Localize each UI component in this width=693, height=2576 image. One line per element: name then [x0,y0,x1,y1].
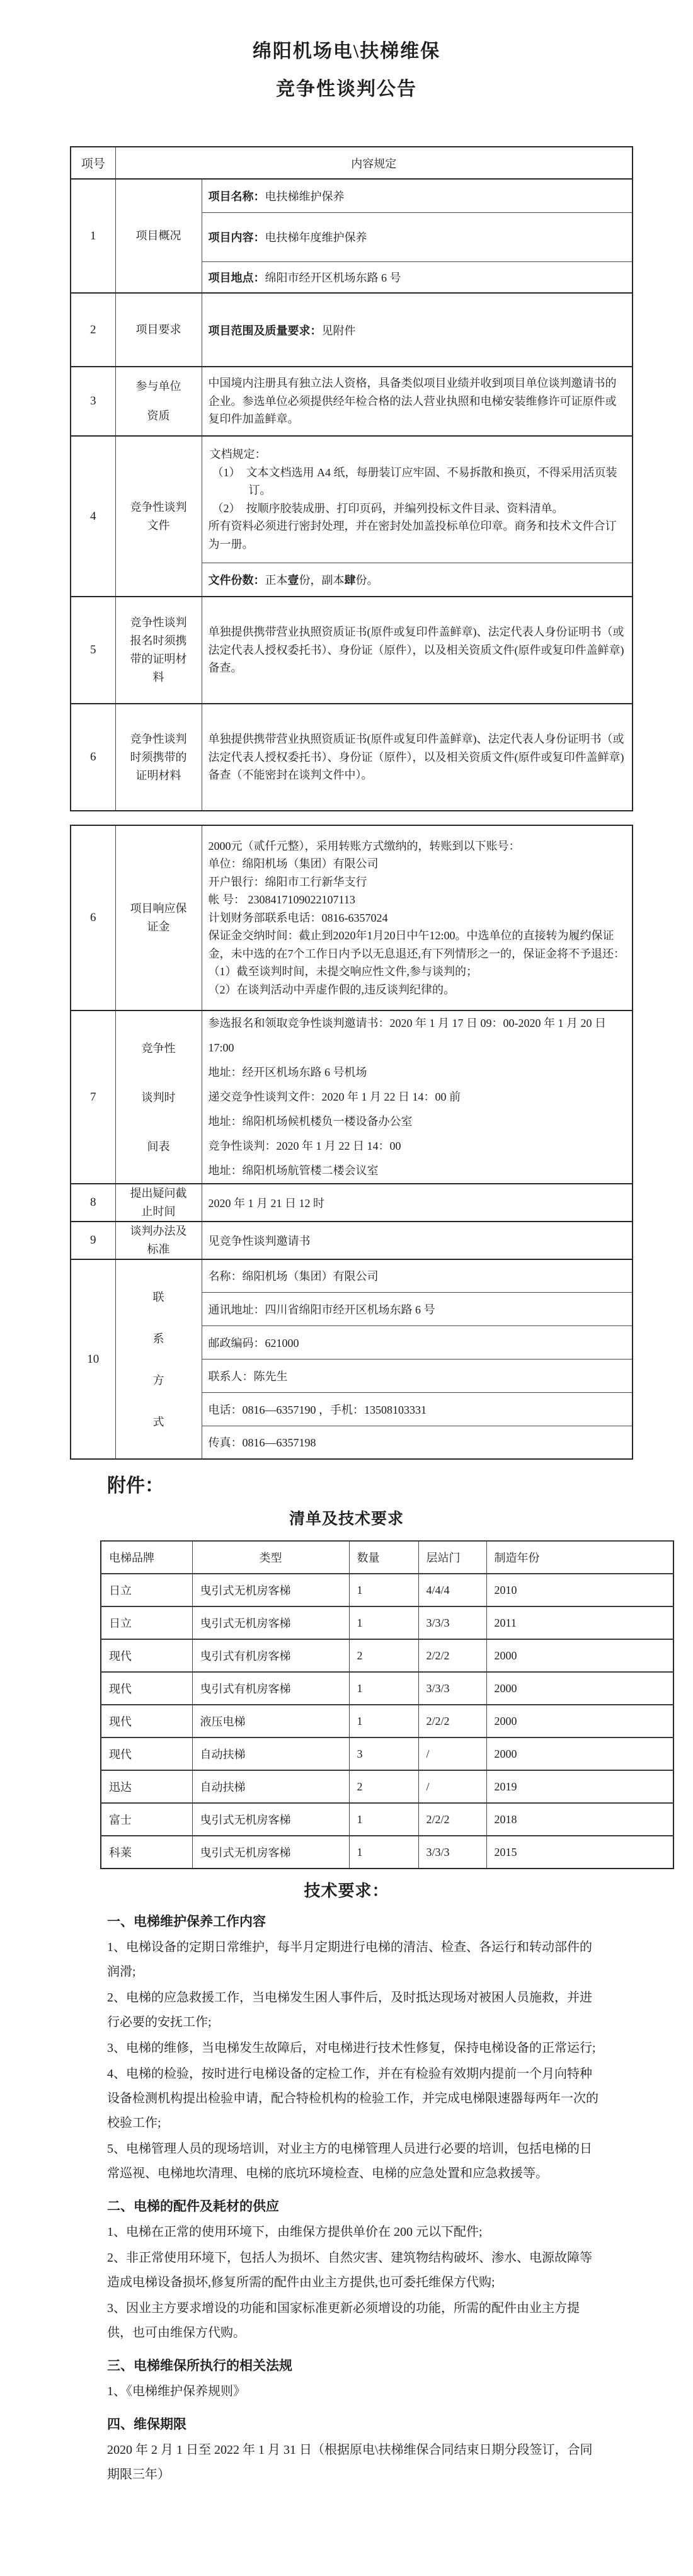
elevator-header-year: 制造年份 [486,1541,673,1574]
category-line: 文件 [147,518,170,532]
elevator-table-cell: 2/2/2 [418,1639,486,1672]
qualification-cell: 中国境内注册具有独立法人资格，具备类似项目业绩并收到项目单位谈判邀请书的企业。参选单位必须提供经年检合格的法人营业执照和电梯安装维修许可证原件或复印件加盖鲜章。 [202,367,633,436]
tech-paragraph: 3、因业主方要求增设的功能和国家标准更新必须增设的功能，所需的配件由业主方提供，也可由维保方代购。 [107,2301,580,2340]
contact-name-cell: 名称：绵阳机场（集团）有限公司 [202,1259,633,1292]
row9-no: 9 [71,1222,115,1259]
project-location-cell [202,261,633,293]
elevator-table-cell: 2/2/2 [418,1705,486,1737]
attachment-subtitle: 清单及技术要求 [289,1511,404,1528]
elevator-table-cell: 1 [349,1803,418,1836]
elevator-table-cell: 2000 [486,1639,673,1672]
elevator-table-cell: 2 [349,1770,418,1803]
row1-no: 1 [71,179,115,293]
elevator-table-cell: 2000 [486,1705,673,1737]
tech-requirements-title: 技术要求： [304,1882,389,1900]
elevator-table-cell: 日立 [101,1574,192,1606]
row8-no: 8 [71,1184,115,1222]
row6b-category [115,825,202,1010]
row7-no: 7 [71,1010,115,1184]
elevator-table-cell: 1 [349,1672,418,1705]
row6-no: 6 [71,704,115,811]
category-line: 时须携带的 [130,750,187,764]
schedule-line: 地址：经开区机场东路 6 号机场 [208,1066,367,1079]
category-line: 料 [152,671,164,684]
project-content-label: 项目内容： [208,231,265,244]
elevator-header-stops: 层站门 [418,1541,486,1574]
category-char: 系 [152,1332,164,1345]
category-line: 竞争性谈判 [130,616,187,629]
tech-section-heading: 三、电梯维保所执行的相关法规 [107,2358,292,2373]
elevator-table-header-row [101,1541,673,1574]
elevator-table-cell: 曳引式无机房客梯 [192,1606,349,1639]
deposit-line: 开户银行：绵阳市工行新华支行 [208,875,367,888]
elevator-table-cell: 曳引式无机房客梯 [192,1803,349,1836]
negotiation-materials-cell: 单独提供携带营业执照资质证书(原件或复印件盖鲜章)、法定代表人身份证明书（或法定代表人授权委托书）、身份证（原件），以及相关资质文件(原件或复印件盖鲜章)备查（不能密封在谈判文件中）。 [202,704,633,811]
row6b-no: 6 [71,825,115,1010]
table-row [71,179,633,212]
category-line: 参与单位 [135,380,181,392]
category-line: 报名时须携 [130,634,187,647]
row5-no: 5 [71,597,115,704]
row10-category [115,1259,202,1459]
tech-paragraph: 2020 年 2 月 1 日至 2022 年 1 月 31 日（根据原电\扶梯维保合同结束日期分段签订，合同期限三年） [107,2443,593,2482]
document-title-line2: 竞争性谈判公告 [276,79,417,100]
document-rules-title: 文档规定： [209,448,266,461]
elevator-table-cell: 2010 [486,1574,673,1606]
copies-cell [202,563,633,597]
contact-address-cell: 通讯地址：四川省绵阳市经开区机场东路 6 号 [202,1292,633,1325]
document-rules-tail: 所有资料必须进行密封处理，并在密封处加盖投标单位印章。商务和技术文件合订为一册。 [208,520,617,551]
text-segment: 壹 [287,573,299,587]
category-line: 谈判办法及 [130,1225,187,1237]
project-scope-value: 见附件 [321,324,356,337]
elevator-table-cell: 2018 [486,1803,673,1836]
category-line: 竞争性谈判 [130,500,187,513]
schedule-line: 参选报名和领取竞争性谈判邀请书：2020 年 1 月 17 日 09：00-2020 年 1 月 20 日 17:00 [208,1017,606,1054]
elevator-table-cell: / [418,1770,486,1803]
schedule-line: 竞争性谈判：2020 年 1 月 22 日 14：00 [208,1140,401,1152]
deposit-line: 保证金交纳时间：截止到2020年1月20日中午12:00。中选单位的直接转为履约保证金，未中选的在7个工作日内予以无息退还,有下列情形之一的，保证金将不予退还： [208,929,625,960]
text-segment: 正本 [265,573,288,587]
deposit-line: 单位：绵阳机场（集团）有限公司 [208,857,379,871]
elevator-table-cell: 2000 [486,1672,673,1705]
elevator-table-row [101,1770,673,1803]
row4-no: 4 [71,436,115,597]
elevator-table-cell: 2000 [486,1737,673,1770]
text-segment: 文件份数： [208,573,265,587]
table-row [71,825,633,1010]
category-line: 证明材料 [135,769,181,782]
table-row [71,1259,633,1292]
category-line: 证金 [147,920,170,933]
tech-requirements-body [107,1909,598,2487]
category-line: 标准 [147,1243,170,1256]
table-row [71,597,633,704]
tech-section-heading: 四、维保期限 [107,2417,186,2432]
tech-paragraph: 1、《电梯维护保养规则》 [107,2384,246,2398]
category-line: 资质 [147,409,170,422]
project-scope-label: 项目范围及质量要求： [208,324,322,337]
tech-paragraph: 5、电梯管理人员的现场培训，对业主方的电梯管理人员进行必要的培训，包括电梯的日常巡视、电梯地坎清理、电梯的底坑环境检查、电梯的应急处置和应急救援等。 [107,2142,592,2180]
schedule-line: 地址：绵阳机场候机楼负一楼设备办公室 [208,1115,413,1128]
text-segment: 份。 [355,573,379,587]
table-row [71,1010,633,1184]
header-item-no: 项号 [71,147,115,179]
elevator-table-cell: 现代 [101,1737,192,1770]
elevator-header-qty: 数量 [349,1541,418,1574]
elevator-table-cell: 曳引式有机房客梯 [192,1639,349,1672]
elevator-table-row [101,1574,673,1606]
row3-category [115,367,202,436]
row5-category [115,597,202,704]
schedule-line: 递交竞争性谈判文件：2020 年 1 月 22 日 14：00 前 [208,1091,461,1103]
question-deadline-cell: 2020 年 1 月 21 日 12 时 [202,1184,633,1222]
tech-section-heading: 二、电梯的配件及耗材的供应 [107,2199,279,2214]
announcement-table-2 [70,825,633,1460]
contact-postcode-cell: 邮政编码：621000 [202,1325,633,1359]
elevator-table-row [101,1606,673,1639]
elevator-table-cell: 迅达 [101,1770,192,1803]
schedule-cell [202,1010,633,1184]
row4-category [115,436,202,597]
project-name-value: 电扶梯维护保养 [265,190,345,203]
document-rule-1: （1） 文本文档选用 A4 纸，每册装订应牢固、不易拆散和换页，不得采用活页装订。 [212,466,617,497]
announcement-table-1 [70,146,633,811]
schedule-line: 地址：绵阳机场航管楼二楼会议室 [208,1164,379,1177]
document-title-line1: 绵阳机场电\扶梯维保 [252,41,441,62]
elevator-table-cell: 曳引式有机房客梯 [192,1672,349,1705]
project-content-value: 电扶梯年度维护保养 [265,231,367,244]
elevator-table-cell: 2015 [486,1836,673,1869]
elevator-table-cell: 1 [349,1836,418,1869]
signup-materials-cell: 单独提供携带营业执照资质证书(原件或复印件盖鲜章)、法定代表人身份证明书（或法定代表人授权委托书）、身份证（原件），以及相关资质文件(原件或复印件盖鲜章)备查。 [202,597,633,704]
row8-category [115,1184,202,1222]
elevator-table-cell: 日立 [101,1606,192,1639]
row9-category [115,1222,202,1259]
elevator-table-cell: 曳引式无机房客梯 [192,1574,349,1606]
table-row [71,436,633,563]
elevator-table-row [101,1672,673,1705]
contact-phone-cell: 电话：0816—6357190 ，手机：13508103331 [202,1392,633,1426]
elevator-table-cell: 4/4/4 [418,1574,486,1606]
row2-category: 项目要求 [115,293,202,367]
attachment-heading: 附件： [107,1475,164,1496]
table-header-row [71,147,633,179]
deposit-line: 计划财务部联系电话：0816-6357024 [208,911,388,924]
category-line: 竞争性 [141,1041,176,1055]
table-row [71,1222,633,1259]
deposit-cell [202,825,633,1010]
tech-section-heading: 一、电梯维护保养工作内容 [107,1914,266,1929]
elevator-table-cell: 1 [349,1705,418,1737]
category-line: 带的证明材 [130,653,187,665]
category-line: 竞争性谈判 [130,732,187,745]
elevator-table-cell: 1 [349,1574,418,1606]
row10-no: 10 [71,1259,115,1459]
elevator-header-brand: 电梯品牌 [101,1541,192,1574]
category-line: 间表 [147,1140,170,1153]
tech-paragraph: 2、非正常使用环境下，包括人为损坏、自然灾害、建筑物结构破坏、渗水、电源故障等造成电梯设备损坏,修复所需的配件由业主方提供,也可委托维保方代购; [107,2251,592,2289]
elevator-table-cell: / [418,1737,486,1770]
contact-fax-cell: 传真：0816—6357198 [202,1426,633,1459]
category-line: 项目响应保 [130,902,187,915]
row2-no: 2 [71,293,115,367]
elevator-table-cell: 曳引式无机房客梯 [192,1836,349,1869]
deposit-line: 2000元（贰仟元整），采用转账方式缴纳的，转账到以下账号： [208,839,520,852]
elevator-table-cell: 2 [349,1639,418,1672]
header-content: 内容规定 [115,147,633,179]
row3-no: 3 [71,367,115,436]
tech-paragraph: 1、电梯在正常的使用环境下，由维保方提供单价在 200 元以下配件; [107,2225,483,2239]
elevator-table-cell: 自动扶梯 [192,1770,349,1803]
elevator-table-cell: 3 [349,1737,418,1770]
deposit-line: 帐 号： 2308417109022107113 [208,893,355,907]
elevator-header-type: 类型 [192,1541,349,1574]
category-char: 联 [152,1290,164,1303]
elevator-table-cell: 2019 [486,1770,673,1803]
deposit-line: （1）截至谈判时间，未提交响应性文件,参与谈判的； [208,965,478,978]
elevator-table-cell: 液压电梯 [192,1705,349,1737]
table-row [71,367,633,436]
elevator-table-cell: 富士 [101,1803,192,1836]
elevator-table-cell: 科莱 [101,1836,192,1869]
elevator-table-cell: 自动扶梯 [192,1737,349,1770]
elevator-table-cell: 1 [349,1606,418,1639]
project-content-cell [202,212,633,261]
tech-paragraph: 4、电梯的检验，按时进行电梯设备的定检工作，并在有检验有效期内提前一个月向特种设备检测机构提出检验申请，配合特检机构的检验工作，并完成电梯限速器每两年一次的校验工作; [107,2067,598,2130]
category-line: 止时间 [141,1205,176,1218]
elevator-list-table [100,1540,674,1869]
project-location-label: 项目地点： [208,271,265,284]
document-rule-2: （2） 按顺序胶装成册、打印页码，并编列投标文件目录、资料清单。 [212,501,564,515]
table-row [71,1184,633,1222]
tech-paragraph: 3、电梯的维修，当电梯发生故障后，对电梯进行技术性修复，保持电梯设备的正常运行; [107,2041,596,2055]
project-scope-cell [202,293,633,367]
text-segment: 份，副本 [299,573,345,587]
category-line: 谈判时 [141,1091,176,1104]
project-name-cell [202,179,633,212]
category-char: 式 [152,1415,164,1428]
elevator-table-cell: 现代 [101,1672,192,1705]
table-row [71,704,633,811]
document-title [0,33,693,108]
project-location-value: 绵阳市经开区机场东路 6 号 [265,271,401,284]
elevator-table-row [101,1705,673,1737]
elevator-table-cell: 2011 [486,1606,673,1639]
table-gap [0,811,693,825]
category-char: 方 [152,1373,164,1387]
category-line: 提出疑问截 [130,1187,187,1199]
elevator-table-row [101,1639,673,1672]
elevator-table-cell: 现代 [101,1639,192,1672]
deposit-line: （2）在谈判活动中弄虚作假的,违反谈判纪律的。 [208,983,455,996]
elevator-table-row [101,1737,673,1770]
method-standard-cell: 见竞争性谈判邀请书 [202,1222,633,1259]
text-segment: 肆 [344,573,356,587]
elevator-table-cell: 3/3/3 [418,1672,486,1705]
document-rules-cell [202,436,633,563]
tech-paragraph: 2、电梯的应急救援工作，当电梯发生困人事件后，及时抵达现场对被困人员施救，并进行必要的安抚工作; [107,1991,592,2029]
project-name-label: 项目名称： [208,190,265,203]
table-row [71,293,633,367]
elevator-table-body [101,1574,673,1869]
elevator-table-row [101,1803,673,1836]
row7-category [115,1010,202,1184]
tech-paragraph: 1、电梯设备的定期日常维护，每半月定期进行电梯的清洁、检查、各运行和转动部件的润滑; [107,1940,592,1979]
elevator-table-cell: 3/3/3 [418,1606,486,1639]
contact-person-cell: 联系人：陈先生 [202,1359,633,1392]
elevator-table-cell: 现代 [101,1705,192,1737]
row6-category [115,704,202,811]
elevator-table-cell: 3/3/3 [418,1836,486,1869]
elevator-table-row [101,1836,673,1869]
row1-category: 项目概况 [115,179,202,293]
elevator-table-cell: 2/2/2 [418,1803,486,1836]
